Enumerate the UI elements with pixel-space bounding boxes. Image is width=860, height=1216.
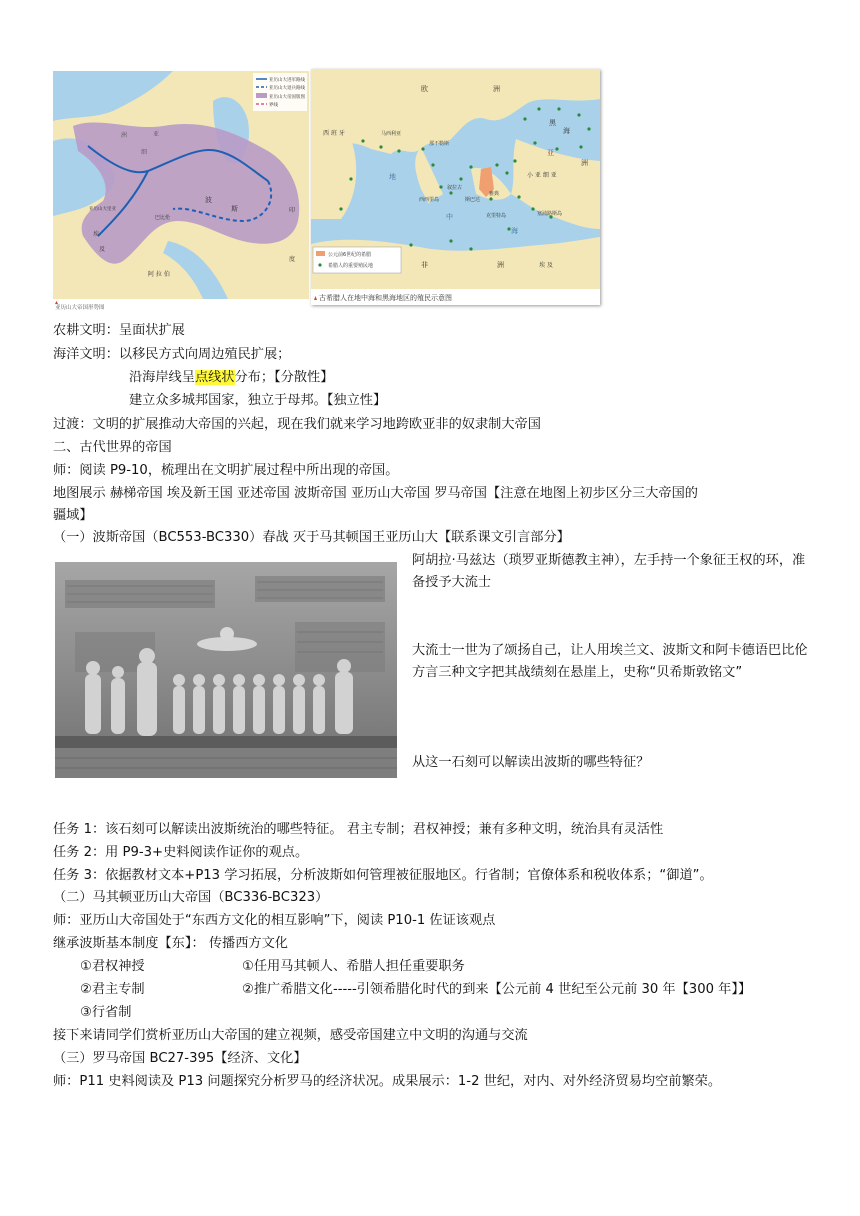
line-transition: 过渡：文明的扩展推动大帝国的兴起，现在我们就来学习地跨欧亚非的奴隶制大帝国 xyxy=(53,417,541,432)
line-city-states: 建立众多城邦国家，独立于母邦。【独立性】 xyxy=(129,393,387,408)
svg-text:细: 细 xyxy=(141,149,148,156)
map-legend-border: 界线 xyxy=(269,103,278,108)
svg-text:斯巴达: 斯巴达 xyxy=(465,197,481,203)
svg-text:雅典: 雅典 xyxy=(489,191,500,197)
svg-text:阿 拉 伯: 阿 拉 伯 xyxy=(148,271,170,278)
svg-text:洲: 洲 xyxy=(581,159,588,167)
task-2: 任务 2：用 P9-3+史料阅读作证你的观点。 xyxy=(53,845,309,860)
behistun-relief-photo xyxy=(55,562,397,778)
svg-text:巴比伦: 巴比伦 xyxy=(155,215,171,221)
map-legend-retreat: 亚历山大退兵路线 xyxy=(269,86,305,91)
svg-text:中: 中 xyxy=(446,213,453,221)
line-ocean-civ: 海洋文明：以移民方式向周边殖民扩展； xyxy=(53,347,291,362)
svg-text:黑: 黑 xyxy=(549,119,556,127)
svg-text:克里特岛: 克里特岛 xyxy=(486,213,507,219)
line-coastline: 沿海岸线呈点线状分布；【分散性】 xyxy=(129,370,334,385)
map-legend-territory: 亚历山大帝国版图 xyxy=(269,95,305,100)
relief-caption-deity: 阿胡拉·马兹达（琐罗亚斯德教主神），左手持一个象征王权的环，准备授予大流士 xyxy=(412,553,806,590)
svg-text:埃: 埃 xyxy=(93,231,100,238)
svg-text:及: 及 xyxy=(99,246,106,253)
svg-text:西西里岛: 西西里岛 xyxy=(419,197,440,203)
svg-text:洲: 洲 xyxy=(497,261,504,269)
relief-question: 从这一石刻可以解读出波斯的哪些特征？ xyxy=(412,755,650,770)
svg-text:埃 及: 埃 及 xyxy=(539,262,553,269)
svg-text:欧: 欧 xyxy=(421,85,428,93)
line-teacher-read: 师：阅读 P9-10，梳理出在文明扩展过程中所出现的帝国。 xyxy=(53,463,399,478)
map-legend-route: 亚历山大进军路线 xyxy=(269,78,305,83)
svg-text:斯: 斯 xyxy=(231,205,238,213)
line-map-show: 地图展示 赫梯帝国 埃及新王国 亚述帝国 波斯帝国 亚历山大帝国 罗马帝国【注意在地图上初步区分三大帝国的 xyxy=(53,486,698,501)
subsection-rome: （三）罗马帝国 BC27-395【经济、文化】 xyxy=(53,1051,307,1066)
item-monarchy: ②君主专制 xyxy=(80,982,145,997)
item-divine-right: ①君权神授 xyxy=(80,959,145,974)
svg-text:度: 度 xyxy=(289,256,296,263)
line-alexander-teacher: 师：亚历山大帝国处于“东西方文化的相互影响”下，阅读 P10-1 佐证该观点 xyxy=(53,913,496,928)
task-1: 任务 1：该石刻可以解读出波斯统治的哪些特征。 君主专制；君权神授；兼有多种文明，统治具有灵活性 xyxy=(53,822,664,837)
svg-text:亚: 亚 xyxy=(153,131,160,138)
svg-text:叙拉古: 叙拉古 xyxy=(447,185,463,191)
line-farming-civ: 农耕文明：呈面状扩展 xyxy=(53,323,185,338)
right-map-legend-colony: 希腊人的重要殖民地 xyxy=(328,263,374,269)
alexander-empire-map xyxy=(53,71,309,314)
svg-text:亚历山大里亚: 亚历山大里亚 xyxy=(89,207,116,212)
line-map-show-cont: 疆域】 xyxy=(53,508,93,523)
item-provinces: ③行省制 xyxy=(80,1005,132,1020)
highlighted-text: 点线状 xyxy=(194,370,235,385)
task-3: 任务 3：依据教材文本+P13 学习拓展，分析波斯如何管理被征服地区。行省制；官僚体系和税收体系；“御道”。 xyxy=(53,868,713,883)
svg-text:马西利亚: 马西利亚 xyxy=(381,131,402,137)
svg-text:波: 波 xyxy=(205,196,212,204)
svg-text:塞浦路斯岛: 塞浦路斯岛 xyxy=(537,211,563,217)
greek-colonies-map xyxy=(311,69,600,305)
subsection-alexander: （二）马其顿亚历山大帝国（BC336-BC323） xyxy=(53,890,329,905)
svg-text:西 班 牙: 西 班 牙 xyxy=(323,130,345,137)
svg-text:那不勒斯: 那不勒斯 xyxy=(429,141,450,147)
svg-text:地: 地 xyxy=(389,173,396,181)
svg-text:洲: 洲 xyxy=(493,85,500,93)
left-map-caption: 亚历山大帝国形势图 xyxy=(55,305,105,311)
line-rome-teacher: 师：P11 史料阅读及 P13 问题探究分析罗马的经济状况。成果展示：1-2 世纪，对内、对外经济贸易均空前繁荣。 xyxy=(53,1074,722,1089)
svg-text:亚: 亚 xyxy=(547,149,554,157)
right-map-legend-greece: 公元前6世纪的希腊 xyxy=(328,252,372,258)
relief-caption-darius: 大流士一世为了颂扬自己，让人用埃兰文、波斯文和阿卡德语巴比伦方言三种文字把其战绩刻在悬崖上，史称“贝希斯敦铭文” xyxy=(412,643,808,680)
svg-text:非: 非 xyxy=(421,261,428,269)
item-appoint-officials: ①任用马其顿人、希腊人担任重要职务 xyxy=(242,959,465,974)
svg-text:印: 印 xyxy=(289,207,296,214)
right-map-caption: 古希腊人在地中海和黑海地区的殖民示意图 xyxy=(319,294,452,302)
subsection-persia: （一）波斯帝国（BC553-BC330）春战 灭于马其顿国王亚历山大【联系课文引言部分】 xyxy=(53,530,570,545)
section-heading-2: 二、古代世界的帝国 xyxy=(53,440,172,455)
line-inherit-persia: 继承波斯基本制度【东】： 传播西方文化 xyxy=(53,936,288,951)
item-hellenistic: ②推广希腊文化-----引领希腊化时代的到来【公元前 4 世纪至公元前 30 年【300 年】】 xyxy=(242,982,752,997)
svg-text:洲: 洲 xyxy=(121,132,128,139)
svg-text:海: 海 xyxy=(563,127,570,135)
line-video: 接下来请同学们赏析亚历山大帝国的建立视频，感受帝国建立中文明的沟通与交流 xyxy=(53,1028,528,1043)
svg-text:海: 海 xyxy=(511,227,518,235)
svg-text:小 亚 细 亚: 小 亚 细 亚 xyxy=(527,172,557,179)
